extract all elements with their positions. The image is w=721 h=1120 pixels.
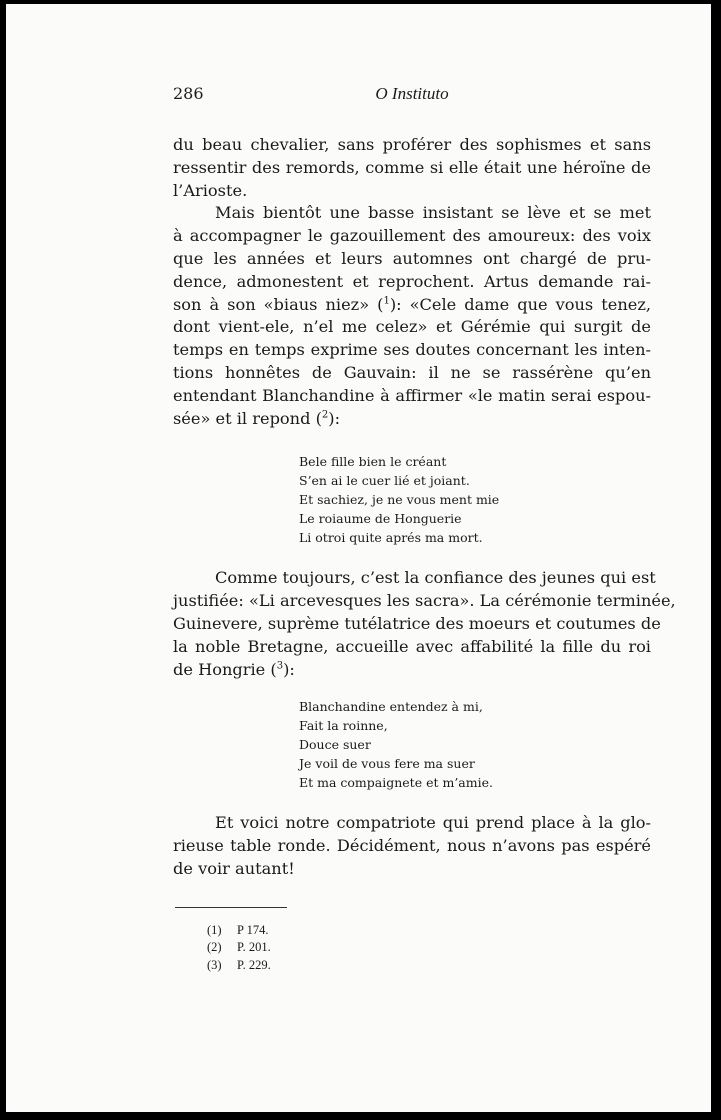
footnote [207,939,651,957]
text-segment: de Hongrie ( [173,659,277,679]
footnote-ref: 2 [321,409,329,421]
paragraph-1 [173,134,651,202]
text-line: rieuse table ronde. Décidément, nous n’avons pas espéré [173,836,651,856]
text-segment: ): [328,408,341,428]
text-line: de voir autant! [173,858,295,878]
page-number: 286 [173,84,204,103]
text-line: ressentir des remords, comme si elle était une héroïne de [173,157,651,177]
footnote-divider [175,907,287,908]
verse-line: Fait la roinne, [299,718,388,734]
text-line: tions honnêtes de Gauvain: il ne se rassérène qu’en [173,362,651,382]
footnotes [207,922,651,975]
page-header [173,84,651,108]
verse-line: Je voil de vous fere ma suer [299,756,475,772]
footnote-mark: (3) [207,957,222,972]
text-segment: sée» et il repond ( [173,408,322,428]
page [6,4,711,1112]
text-line: dence, admonestent et reprochent. Artus demande rai- [173,271,651,291]
footnote [207,957,651,975]
verse-quote-2 [299,697,651,792]
verse-line: Et ma compaignete et m’amie. [299,775,493,791]
text-line: à accompagner le gazouillement des amoureux: des voix [173,226,651,246]
footnote [207,922,651,940]
text-segment: son à son «biaus niez» ( [173,294,384,314]
verse-line: Bele fille bien le créant [299,454,447,470]
footnote-mark: (1) [207,922,222,937]
text-line: du beau chevalier, sans proférer des sophismes et sans [173,135,651,154]
paragraph-2 [173,202,651,430]
verse-line: Blanchandine entendez à mi, [299,699,483,715]
verse-line: S’en ai le cuer lié et joiant. [299,473,470,489]
text-segment: ): «Cele dame que vous tenez, [389,294,651,314]
text-line: Mais bientôt une basse insistant se lève et se met [215,203,651,223]
paragraph-4 [173,812,651,880]
running-title: O Instituto [375,84,449,103]
text-line: temps en temps exprime ses doutes concernant les inten- [173,340,651,360]
text-line [173,294,651,317]
text-segment: ): [283,659,295,679]
footnote-ref: 3 [276,660,284,672]
text-line [173,659,651,682]
verse-quote-1 [299,452,651,547]
verse-line: Douce suer [299,737,371,753]
text-line [173,408,651,431]
verse-line: Le roiaume de Honguerie [299,511,462,527]
text-line: entendant Blanchandine à affirmer «le matin serai espou- [173,385,651,405]
text-line: que les années et leurs automnes ont chargé de pru- [173,248,651,268]
footnote-text: P. 201. [237,940,271,955]
footnote-text: P. 229. [237,957,271,972]
footnote-ref: 1 [383,295,390,307]
text-line: justifiée: «Li arcevesques les sacra». La cérémonie terminée, [173,591,676,611]
body-text [173,134,676,974]
text-line: la noble Bretagne, accueille avec affabilité la fille du roi [173,636,651,656]
verse-line: Li otroi quite aprés ma mort. [299,530,483,546]
footnote-mark: (2) [207,940,222,955]
text-line: Comme toujours, c’est la confiance des jeunes qui est [215,568,656,588]
text-line: l’Arioste. [173,180,248,200]
text-line: Guinevere, suprème tutélatrice des moeurs et coutumes de [173,613,661,633]
text-line: Et voici notre compatriote qui prend place à la glo- [215,813,651,833]
verse-line: Et sachiez, je ne vous ment mie [299,492,500,508]
text-line: dont vient-ele, n’el me celez» et Gérémie qui surgit de [173,317,651,337]
footnote-text: P 174. [237,922,269,937]
paragraph-3 [173,567,676,681]
